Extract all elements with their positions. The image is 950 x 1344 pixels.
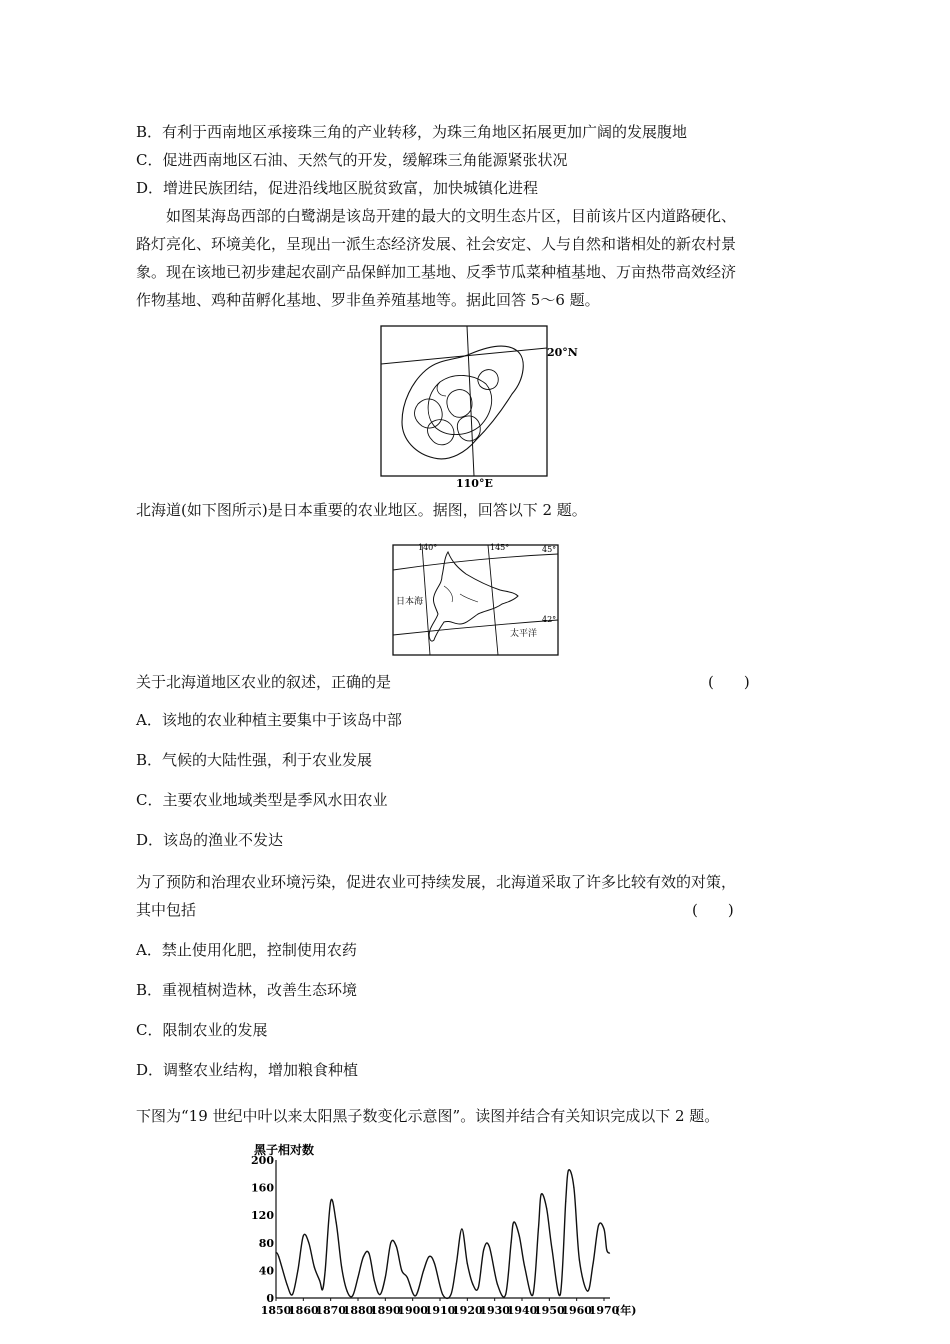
y-tick-label: 0 [266,1292,274,1305]
data-point [336,1222,337,1223]
data-point [352,1295,353,1296]
data-point [423,1270,424,1271]
data-point [428,1256,429,1257]
data-point [379,1294,380,1295]
hokkaido-intro: 北海道(如下图所示)是日本重要的农业地区。据图，回答以下 2 题。 [136,501,587,519]
data-point [513,1222,514,1223]
y-tick-label: 40 [258,1264,274,1278]
data-point [396,1246,397,1247]
river-line [437,382,446,396]
data-point [573,1187,574,1188]
data-point [478,1287,479,1288]
question-2-stem-line2: 其中包括 [136,901,197,919]
x-tick-label: 1960 [561,1304,592,1317]
x-tick-label: 1850 [260,1304,292,1317]
data-point [357,1277,358,1278]
data-point [587,1291,588,1292]
passage-line: 如图某海岛西部的白鹭湖是该岛开建的最大的文明生态片区，目前该片区内道路硬化、 [166,207,737,225]
data-point [390,1242,391,1243]
data-point [538,1228,539,1229]
option-c-text: C．促进西南地区石油、天然气的开发，缓解珠三角能源紧张状况 [136,151,568,169]
data-point [532,1294,533,1295]
option-d-text: D．增进民族团结，促进沿线地区脱贫致富，加快城镇化进程 [136,179,539,197]
data-point [297,1270,298,1271]
longitude-line-140 [422,545,430,655]
latitude-label-45: 45° [542,545,557,554]
data-point [278,1256,279,1257]
data-point [461,1228,462,1229]
data-point [275,1252,276,1253]
x-tick-label: 1920 [452,1304,483,1317]
q2-option-a: A．禁止使用化肥，控制使用农药 [136,941,357,959]
x-axis-unit: (年) [615,1304,637,1317]
data-point [286,1284,287,1285]
data-point [603,1228,604,1229]
data-point [609,1253,610,1254]
q1-option-b: B．气候的大陆性强，利于农业发展 [136,751,373,769]
data-point [322,1289,323,1290]
pacific-ocean-label: 太平洋 [510,629,538,639]
data-point [606,1249,607,1250]
inner-contour [447,390,472,418]
data-point [472,1284,473,1285]
data-point [579,1259,580,1260]
data-point [456,1263,457,1264]
question-1-stem: 关于北海道地区农业的叙述，正确的是 [136,673,392,691]
passage-line: 象。现在该地已初步建起农副产品保鲜加工基地、反季节瓜菜种植基地、万亩热带高效经济 [136,263,737,281]
q2-option-b: B．重视植树造林，改善生态环境 [136,981,358,999]
x-tick-label: 1860 [288,1304,319,1317]
x-tick-label: 1970 [588,1304,620,1317]
hokkaido-map [390,540,570,660]
data-point [363,1256,364,1257]
data-point [341,1266,342,1267]
passage-paragraph [136,202,816,314]
data-point [407,1277,408,1278]
sunspot-series-line [276,1170,610,1299]
x-tick-label: 1900 [397,1304,428,1317]
sunspot-chart [250,1140,650,1320]
x-tick-label: 1910 [424,1304,456,1317]
y-axis-title: 黑子相对数 [254,1143,315,1157]
x-tick-label: 1890 [370,1304,401,1317]
q1-option-c: C．主要农业地域类型是季风水田农业 [136,791,388,809]
x-tick-label: 1950 [534,1304,565,1317]
x-tick-label: 1940 [506,1304,538,1317]
data-point [346,1291,347,1292]
data-point [330,1201,331,1202]
hokkaido-outline [429,552,518,641]
answer-paren: ( ) [708,673,750,691]
longitude-label-145: 145° [490,543,510,552]
y-tick-label: 120 [251,1209,274,1223]
data-point [489,1246,490,1247]
data-point [319,1280,320,1281]
data-point [598,1225,599,1226]
data-point [551,1249,552,1250]
x-tick-label: 1870 [315,1304,346,1317]
y-tick-label: 80 [258,1236,274,1250]
q1-option-d: D．该岛的渔业不发达 [136,831,284,849]
data-point [292,1294,293,1295]
answer-paren: ( ) [692,901,734,919]
data-point [483,1249,484,1250]
sea-of-japan-label: 日本海 [396,597,424,607]
data-point [510,1242,511,1243]
island-map [378,322,578,488]
x-tick-label: 1880 [342,1304,374,1317]
longitude-line [467,326,474,476]
chart-intro: 下图为“19 世纪中叶以来太阳黑子数变化示意图”。读图并结合有关知识完成以下 2 题。 [136,1107,720,1125]
data-point [592,1263,593,1264]
data-point [565,1201,566,1202]
data-point [560,1294,561,1295]
latitude-label-42: 42° [542,615,557,624]
longitude-label-140: 140° [418,543,438,552]
interior-boundary [444,586,478,602]
data-point [546,1208,547,1209]
q1-option-a: A．该地的农业种植主要集中于该岛中部 [136,711,402,729]
latitude-line-45 [393,554,558,570]
data-point [450,1294,451,1295]
data-point [519,1235,520,1236]
data-point [368,1253,369,1254]
passage-line: 路灯亮化、环境美化，呈现出一派生态经济发展、社会安定、人与自然和谐相处的新农村景 [136,235,737,253]
data-point [497,1284,498,1285]
data-point [505,1294,506,1295]
data-point [415,1295,416,1296]
longitude-line-145 [488,545,498,655]
longitude-label: 110°E [456,477,493,488]
data-point [385,1277,386,1278]
inner-contour [428,420,455,445]
data-point [434,1263,435,1264]
data-point [442,1294,443,1295]
data-point [374,1280,375,1281]
data-point [467,1263,468,1264]
q2-option-c: C．限制农业的发展 [136,1021,268,1039]
inner-contour [428,375,492,434]
data-point [308,1242,309,1243]
passage-line: 作物基地、鸡种苗孵化基地、罗非鱼养殖基地等。据此回答 5～6 题。 [136,291,600,309]
y-tick-label: 160 [251,1181,274,1195]
q2-option-d: D．调整农业结构，增加粮食种植 [136,1061,359,1079]
data-point [568,1170,569,1171]
data-point [401,1270,402,1271]
data-point [541,1194,542,1195]
question-2-stem-line1: 为了预防和治理农业环境污染，促进农业可持续发展，北海道采取了许多比较有效的对策， [136,873,737,891]
data-point [524,1266,525,1267]
data-point [314,1266,315,1267]
latitude-label: 20°N [547,346,578,359]
data-point [325,1270,326,1271]
y-tick-label: 200 [251,1154,274,1167]
data-point [303,1235,304,1236]
x-tick-label: 1930 [479,1304,510,1317]
option-b-text: B．有利于西南地区承接珠三角的产业转移，为珠三角地区拓展更加广阔的发展腹地 [136,123,688,141]
